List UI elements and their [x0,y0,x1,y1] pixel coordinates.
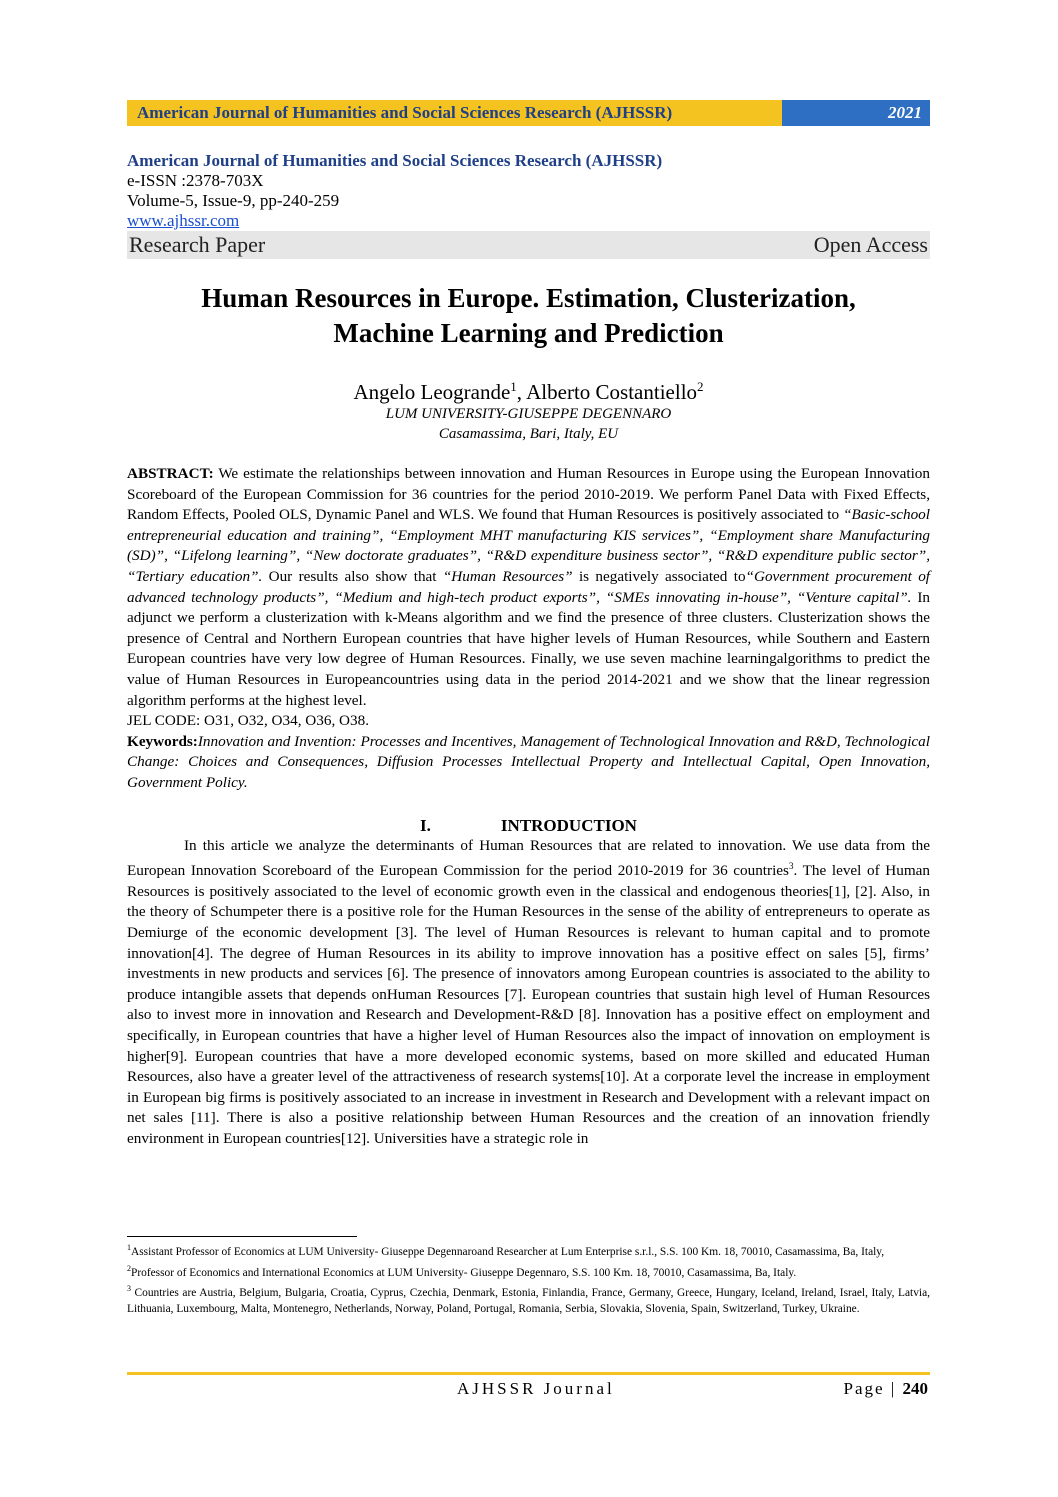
keywords [127,732,930,794]
section-number: I. [420,815,431,835]
jel-codes: JEL CODE: O31, O32, O34, O36, O38. [127,712,370,730]
footnote-2-text: Professor of Economics and International Economics at LUM University- Giuseppe Degennaro, S.S. 100 Km. 18, 70010, Casamassima, Ba, Italy. [131,1266,797,1279]
abstract-text-2: Our results also show that [262,567,443,585]
introduction-paragraph [127,836,930,1150]
footnotes [127,1236,930,1317]
affiliation-institution: LUM UNIVERSITY-GIUSEPPE DEGENNARO [385,406,672,422]
section-title: INTRODUCTION [500,815,637,835]
abstract-label: ABSTRACT: [127,465,214,482]
abstract-hr-term: “Human Resources” [442,567,573,585]
intro-text-1: In this article we analyze the determinants of Human Resources that are related to innovation. We use data from the European Innovation Scoreboard of the European Commission for the period 2010-2019 for 36 countries [127,836,930,880]
footnote-1 [127,1240,930,1261]
page-body [127,100,930,1165]
footer-journal: AJHSSR Journal [457,1379,615,1398]
website-link[interactable]: www.ajhssr.com [127,211,240,230]
footnote-3 [127,1281,930,1317]
footnote-rule [127,1236,357,1237]
footnote-1-mark: 1 [127,1243,131,1252]
keywords-text: Innovation and Invention: Processes and Incentives, Management of Technological Innovation and R&D, Technological Change: Choices and Consequences, Diffusion Processes Intellectual Property and Intellectual Capital, Open Innovation, Government Policy. [127,732,930,791]
author-2: Alberto Costantiello [526,380,698,404]
footnote-1-text: Assistant Professor of Economics at LUM University- Giuseppe Degennaroand Researcher at Lum Enterprise s.r.l., S.S. 100 Km. 18, 70010, Casamassima, Ba, Italy, [131,1245,885,1258]
author-separator: , [516,380,527,404]
footer-page-number: 240 [902,1379,928,1398]
issn: e-ISSN :2378-703X [127,171,264,190]
author-1-mark: 1 [510,379,517,394]
title-line-1: Human Resources in Europe. Estimation, Clusterization, [201,283,856,313]
volume-issue: Volume-5, Issue-9, pp-240-259 [127,191,340,210]
affiliation-location: Casamassima, Bari, Italy, EU [438,426,619,442]
author-2-mark: 2 [697,379,704,394]
banner-year: 2021 [782,100,930,126]
footnote-2 [127,1261,930,1282]
masthead-journal-name: American Journal of Humanities and Social Sciences Research (AJHSSR) [127,151,663,170]
keywords-label: Keywords: [127,732,198,750]
banner-journal-title: American Journal of Humanities and Social Sciences Research (AJHSSR) [127,100,782,126]
footer-page-label: Page | [843,1379,903,1398]
masthead [127,151,930,231]
intro-text-2: . The level of Human Resources is positively associated to the level of economic growth even in the classical and endogenous theories[1], [2]. Also, in the theory of Schumpeter there is a positive role for the Human Resources in the sense of the ability of entrepreneurs to operate as Demiurge of the economic development [3]. The level of Human Resources is relevant to human capital and to promote innovation[4]. The degree of Human Resources in its ability to improve innovation has a positive effect on sales [5], firms’ investments in new products and services [6]. The presence of innovators among European countries is associated to the ability to produce intangible assets that depends onHuman Resources [7]. European countries that sustain high level of Human Resources also to invest more in innovation and Research and Development-R&D [8]. Innovation has a positive effect on employment and specifically, in European countries that have a higher level of Human Resources also the impact of innovation on employment is higher[9]. European countries that have a more developed economic systems, based on more skilled and educated Human Resources, also have a greater level of the attractiveness of research systems[10]. At a corporate level the increase in employment in European big firms is positively associated to an increase in investment in Research and Development with a relevant impact on net sales [11]. There is also a positive relationship between Human Resources and the creation of an innovation friendly environment in European countries[12]. Universities have a strategic role in [127,862,930,1147]
authors [127,375,930,404]
abstract [127,464,930,711]
author-1: Angelo Leogrande [353,380,511,404]
paper-type-bar [127,231,930,259]
footnote-2-mark: 2 [127,1263,131,1273]
abstract-negative-vars: “Government procurement of advanced technology products”, “Medium and high-tech product exports”, “SMEs innovating in-house”, “Venture capital”. [127,567,931,606]
footnote-ref-3[interactable]: 3 [788,861,794,872]
abstract-positive-vars: “Basic-school entrepreneurial education and training”, “Employment MHT manufacturing KIS services”, “Employment share Manufacturing (SD)”, “Lifelong learning”, “New doctorate graduates”, “R&D expenditure business sector”, “R&D expenditure public sector”, “Tertiary education”. [127,506,930,585]
paper-type: Research Paper [129,232,266,257]
footnote-3-text: Countries are Austria, Belgium, Bulgaria, Croatia, Cyprus, Czechia, Denmark, Estonia, Finlandia, France, Germany, Greece, Hungary, Iceland, Ireland, Israel, Italy, Latvia, Lithuania, Luxembourg, Malta, Montenegro, Netherlands, Norway, Poland, Portugal, Romania, Serbia, Slovakia, Slovenia, Spain, Switzerland, Turkey, Ukraine. [127,1286,930,1315]
abstract-text-1: We estimate the relationships between innovation and Human Resources in Europe using the European Innovation Scoreboard of the European Commission for 36 countries for the period 2010-2019. We perform Panel Data with Fixed Effects, Random Effects, Pooled OLS, Dynamic Panel and WLS. We found that Human Resources is positively associated to [127,465,930,524]
footnote-3-mark: 3 [127,1284,131,1293]
access-type: Open Access [813,232,928,257]
section-heading-introduction [127,816,930,836]
abstract-text-3: is negatively associated to [572,567,746,585]
paper-title [127,281,930,351]
journal-banner [127,100,930,126]
title-line-2: Machine Learning and Prediction [333,318,724,348]
page-footer [127,1372,930,1405]
abstract-text-4: In adjunct we perform a clusterization with k-Means algorithm and we find the presence of three clusters. Clusterization shows the presence of Central and Northern European countries that have higher levels of Human Resources, while Southern and Eastern European countries have very low degree of Human Resources. Finally, we use seven machine learningalgorithms to predict the value of Human Resources in Europeancountries using data in the period 2014-2021 and we show that the linear regression algorithm performs at the highest level. [127,588,930,709]
footer-page [844,1379,928,1399]
